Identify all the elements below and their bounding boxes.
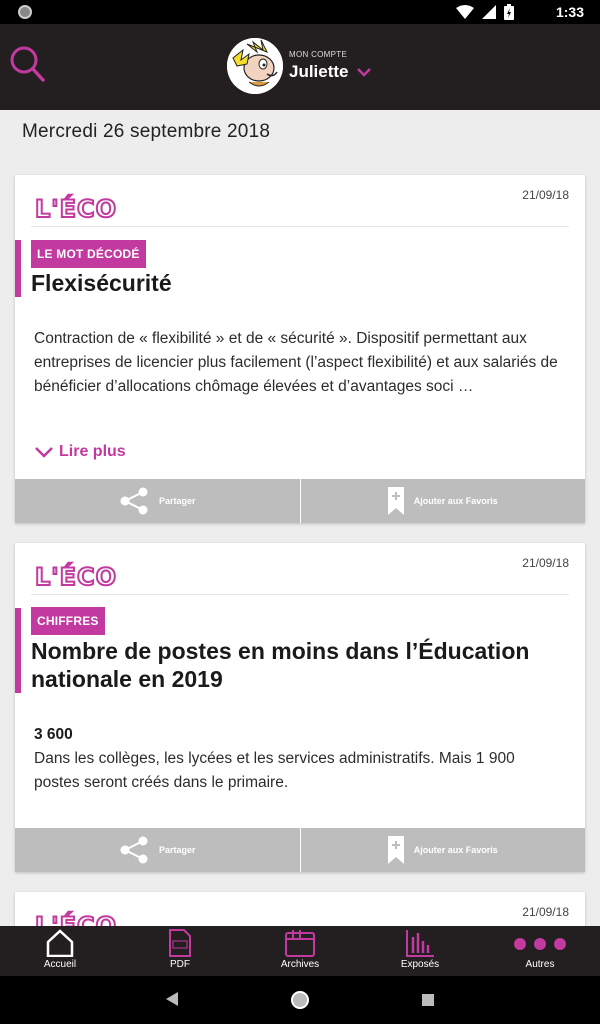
chevron-down-icon <box>35 447 53 458</box>
card-actions <box>15 828 585 872</box>
bookmark-add-icon <box>388 487 404 515</box>
article-title: Nombre de postes en moins dans l’Éducation nationale en 2019 <box>31 638 530 692</box>
status-icons <box>456 4 514 20</box>
account-label: MON COMPTE <box>289 50 348 59</box>
nav-exposes[interactable] <box>360 926 480 976</box>
source-logo: L'ÉCO <box>35 563 118 591</box>
system-navigation <box>0 976 600 1024</box>
article-title: Flexisécurité <box>31 270 172 296</box>
read-more-link[interactable] <box>35 443 126 461</box>
favorite-label: Ajouter aux Favoris <box>413 496 498 506</box>
pdf-icon <box>168 929 192 957</box>
notification-icon <box>18 5 32 19</box>
card-actions <box>15 479 585 523</box>
bookmark-add-icon <box>388 836 404 864</box>
divider <box>31 226 569 227</box>
favorite-label: Ajouter aux Favoris <box>413 845 498 855</box>
share-icon <box>119 835 149 865</box>
home-circle-icon[interactable] <box>290 990 310 1010</box>
share-label: Partager <box>158 845 196 855</box>
article-excerpt: Contraction de « flexibilité » et de « sécurité ». Dispositif permettant aux entreprises de licencier plus facilement (l’aspect flexibilité) et aux salariés de bénéficier d’allocations chômage élevées et d’avantages soci … <box>34 330 558 395</box>
accent-bar <box>15 608 21 693</box>
share-icon <box>119 486 149 516</box>
search-button[interactable] <box>8 42 48 86</box>
article-excerpt: Dans les collèges, les lycées et les services administratifs. Mais 1 900 postes seront créés dans le primaire. <box>34 750 515 791</box>
home-icon <box>46 929 74 957</box>
nav-label: Autres <box>525 959 555 970</box>
nav-autres[interactable] <box>480 926 600 976</box>
search-icon <box>8 42 48 86</box>
nav-label: Exposés <box>400 959 440 970</box>
nav-pdf[interactable] <box>120 926 240 976</box>
account-menu[interactable] <box>227 38 371 94</box>
article-card[interactable] <box>15 543 585 872</box>
nav-archives[interactable] <box>240 926 360 976</box>
share-button[interactable] <box>15 479 300 523</box>
recents-icon[interactable] <box>421 993 435 1007</box>
nav-label: Accueil <box>43 959 77 970</box>
exposes-icon <box>405 929 435 957</box>
app-header <box>0 24 600 110</box>
nav-label: Archives <box>280 959 320 970</box>
add-favorite-button[interactable] <box>300 479 586 523</box>
account-name: Juliette <box>289 62 349 81</box>
key-figure: 3 600 <box>34 726 73 743</box>
clock: 1:33 <box>555 4 584 20</box>
back-icon[interactable] <box>164 990 180 1008</box>
chevron-down-icon <box>357 68 371 77</box>
nav-accueil[interactable] <box>0 926 120 976</box>
nav-label: PDF <box>170 959 190 970</box>
share-label: Partager <box>158 496 196 506</box>
signal-icon <box>482 5 496 19</box>
page-date: Mercredi 26 septembre 2018 <box>22 121 271 142</box>
article-date: 21/09/18 <box>522 188 569 202</box>
battery-icon <box>504 4 514 20</box>
category-tag: CHIFFRES <box>31 607 105 635</box>
accent-bar <box>15 240 21 297</box>
wifi-icon <box>456 5 474 19</box>
share-button[interactable] <box>15 828 300 872</box>
read-more-label: Lire plus <box>59 443 126 460</box>
bottom-navigation <box>0 926 600 976</box>
article-card[interactable] <box>15 175 585 523</box>
divider <box>31 594 569 595</box>
article-date: 21/09/18 <box>522 556 569 570</box>
archives-icon <box>285 929 315 957</box>
status-bar <box>0 0 600 24</box>
add-favorite-button[interactable] <box>300 828 586 872</box>
source-logo: L'ÉCO <box>35 195 118 223</box>
category-tag: LE MOT DÉCODÉ <box>31 240 146 268</box>
article-date: 21/09/18 <box>522 905 569 919</box>
more-icon <box>513 931 567 957</box>
avatar <box>227 38 283 94</box>
